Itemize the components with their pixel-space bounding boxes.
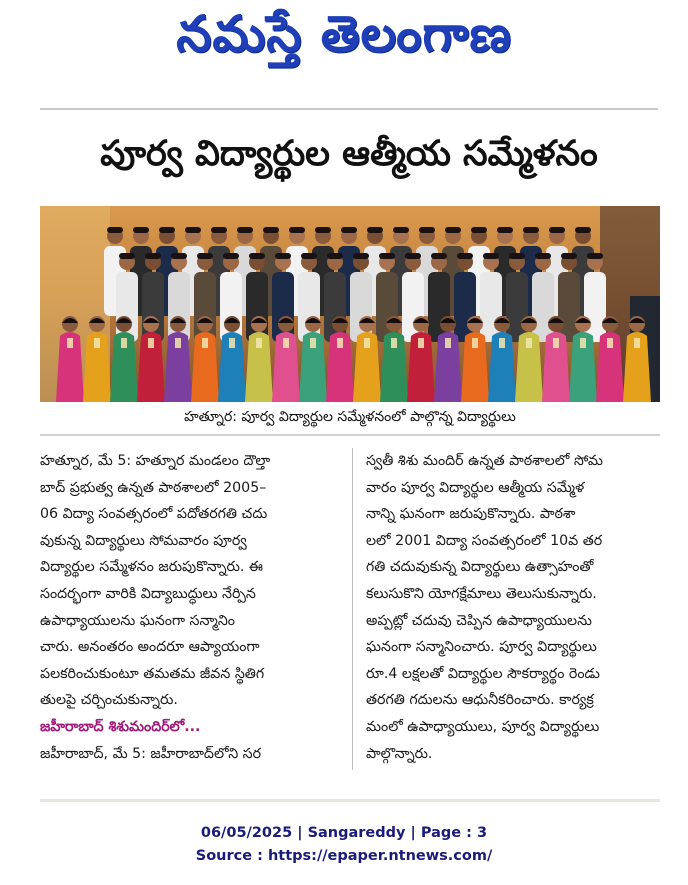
column-line: జహీరాబాద్, మే 5: జహీరాబాద్‌లోని సర (40, 745, 262, 762)
column-line: నాన్ని ఘనంగా జరుపుకొన్నారు. పాఠశా (366, 506, 576, 523)
column-divider (352, 448, 353, 770)
column-line: అప్పట్లో చదువు చెప్పిన ఉపాధ్యాయులను (366, 612, 592, 629)
column-line: హత్నూర, మే 5: హత్నూర మండలం దౌల్తా (40, 453, 271, 469)
column-line: బాద్ ప్రభుత్వ ఉన్నత పాఠశాలలో 2005– (40, 479, 267, 496)
column-line: పాల్గొన్నారు. (366, 745, 433, 762)
column-line: చారు. అనంతరం అందరూ ఆప్యాయంగా (40, 639, 260, 656)
column-line: మంలో ఉపాధ్యాయులు, పూర్వ విద్యార్థులు (366, 718, 600, 735)
column-line: ఘనంగా సన్మానించారు. పూర్వ విద్యార్థులు (366, 639, 597, 656)
column-line: తులపై చర్చించుకున్నారు. (40, 692, 178, 709)
group-photo (40, 206, 660, 402)
column-line: స్వతీ శిశు మందిర్ ఉన్నత పాఠశాలలో సోమ (366, 453, 603, 469)
newspaper-title: నమస్తే తెలంగాణ (176, 4, 512, 63)
column-line: వుకున్న విద్యార్థులు సోమవారం పూర్వ (40, 532, 247, 549)
article-column-left (40, 448, 340, 767)
masthead-divider (40, 108, 658, 110)
column-line: తరగతి గదులను ఆధునీకరించారు. కార్యక్ర (366, 692, 594, 709)
headline-text: పూర్వ విద్యార్థుల ఆత్మీయ సమ్మేళనం (100, 134, 598, 174)
column-line: వారం పూర్వ విద్యార్థుల ఆత్మీయ సమ్మేళ (366, 479, 585, 496)
column-line: విద్యార్థుల సమ్మేళనం జరుపుకొన్నారు. ఈ (40, 559, 263, 576)
column-line: సందర్భంగా వారికి విద్యాబుద్ధులు నేర్పిన (40, 585, 256, 602)
caption-divider (40, 434, 660, 436)
photo-caption (40, 404, 660, 432)
column-line: గతి చదువుకున్న విద్యార్థులు ఉత్సాహంతో (366, 559, 594, 576)
column-line: కలుసుకొని యోగక్షేమాలు తెలుసుకున్నారు. (366, 585, 597, 602)
footer-source: Source : https://epaper.ntnews.com/ (195, 848, 493, 864)
column-line: లలో 2001 విద్యా సంవత్సరంలో 10వ తర (366, 532, 603, 549)
article-subheading: జహీరాబాద్ శిశుమందిర్‌లో... (40, 718, 201, 735)
caption-text: హత్నూర: పూర్వ విద్యార్థుల సమ్మేళనంలో పాల్గొన్న విద్యార్థులు (184, 408, 516, 425)
masthead (0, 0, 688, 80)
column-line: రూ.4 లక్షలతో విద్యార్థుల సౌకర్యార్థం రెండు (366, 665, 600, 682)
article-bottom-rule (40, 799, 660, 802)
page-footer (0, 822, 688, 868)
article-column-right (366, 448, 666, 767)
article-headline (40, 126, 658, 190)
column-line: పలకరించుకుంటూ తమతమ జీవన స్థితిగ (40, 665, 265, 682)
column-line: 06 విద్యా సంవత్సరంలో పదోతరగతి చదు (40, 506, 268, 523)
column-line: ఉపాధ్యాయులను ఘనంగా సన్మానిం (40, 612, 235, 629)
footer-meta: 06/05/2025 | Sangareddy | Page : 3 (200, 825, 488, 841)
